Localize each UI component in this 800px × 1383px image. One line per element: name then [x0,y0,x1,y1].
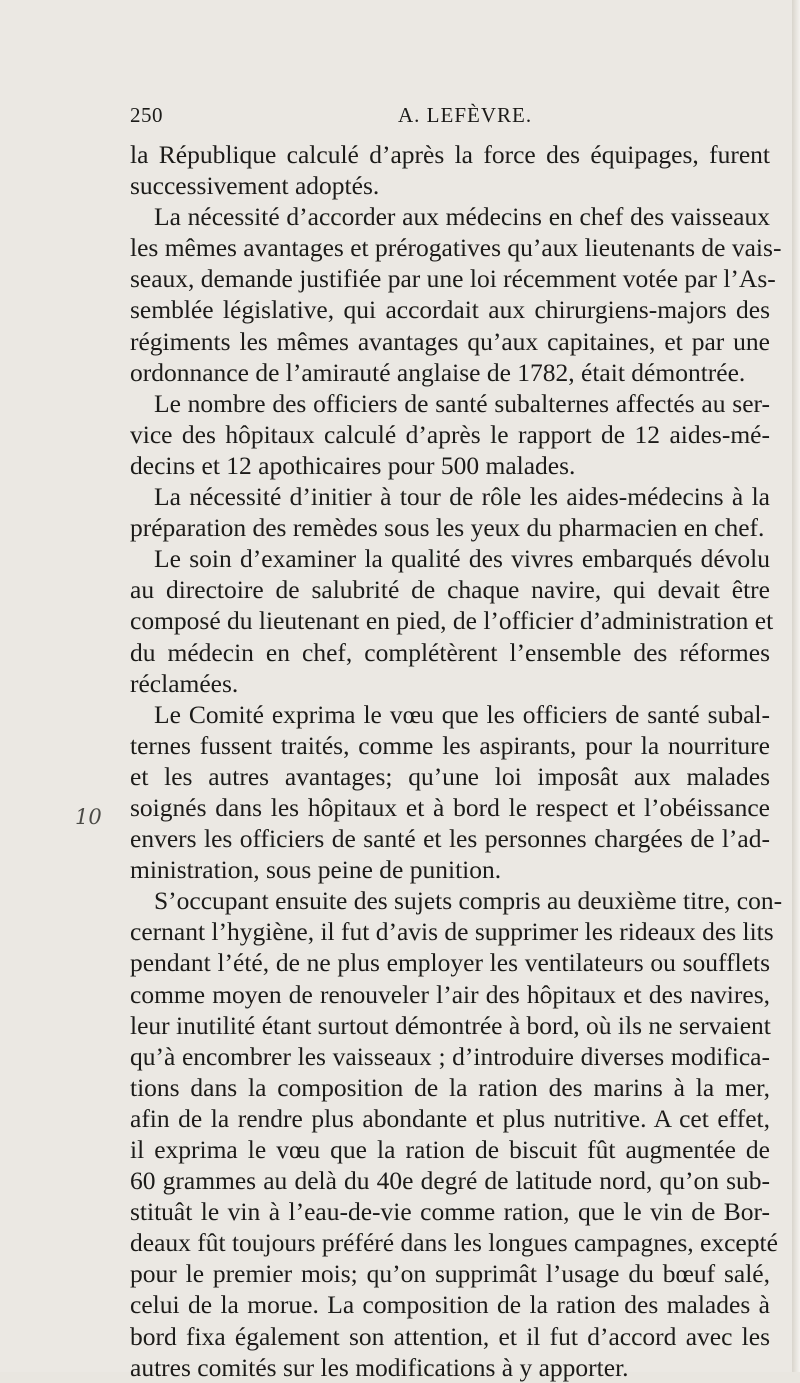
text-line: vice des hôpitaux calculé d’après le rapport de 12 aides-mé- [130,419,770,449]
text-line: pendant l’été, de ne plus employer les ventilateurs ou soufflets [130,948,770,978]
text-line: du médecin en chef, complétèrent l’ensemble des réformes [130,637,770,667]
text-line: bord fixa également son attention, et il fut d’accord avec les [130,1321,770,1351]
text-line: composé du lieutenant en pied, de l’officier d’administration et [130,606,774,636]
text-line: cernant l’hygiène, il fut d’avis de supprimer les rideaux des lits [130,917,774,947]
text-line: seaux, demande justifiée par une loi récemment votée par l’As- [130,264,776,294]
text-line: ternes fussent traités, comme les aspirants, pour la nourriture [130,730,770,760]
text-line: leur inutilité étant surtout démontrée à bord, où ils ne servaient [130,1010,771,1040]
running-head: A. LEFÈVRE. [398,103,533,127]
text-line: ministration, sous peine de punition. [130,855,502,885]
text-line: stituât le vin à l’eau-de-vie comme ration, que le vin de Bor- [130,1197,770,1227]
text-line: La nécessité d’accorder aux médecins en chef des vaisseaux [154,202,770,232]
text-line: les mêmes avantages et prérogatives qu’aux lieutenants de vais- [130,233,782,263]
margin-annotation: 10 [75,805,102,829]
text-line: La nécessité d’initier à tour de rôle les aides-médecins à la [154,482,770,512]
text-line: et les autres avantages; qu’une loi imposât aux malades [130,761,770,791]
page-header [130,103,770,133]
text-line: préparation des remèdes sous les yeux du pharmacien en chef. [130,513,765,543]
text-line: soignés dans les hôpitaux et à bord le respect et l’obéissance [130,792,770,822]
text-line: tions dans la composition de la ration des marins à la mer, [130,1072,770,1102]
text-line: envers les officiers de santé et les personnes chargées de l’ad- [130,824,770,854]
text-line: il exprima le vœu que la ration de biscuit fût augmentée de [130,1135,770,1164]
text-line: qu’à encombrer les vaisseaux ; d’introduire diverses modifica- [130,1041,770,1071]
text-line: régiments les mêmes avantages qu’aux capitaines, et par une [130,326,770,356]
text-line: ordonnance de l’amirauté anglaise de 1782, était démontrée. [130,357,746,387]
text-line: deaux fût toujours préféré dans les longues campagnes, excepté [130,1228,778,1258]
text-line: pour le premier mois; qu’on supprimât l’usage du bœuf salé, [130,1259,770,1289]
text-line: réclamées. [130,668,239,698]
text-line: celui de la morue. La composition de la ration des malades à [130,1290,770,1320]
text-line: Le Comité exprima le vœu que les officiers de santé subal- [154,699,770,729]
text-line: au directoire de salubrité de chaque navire, qui devait être [130,575,770,605]
text-line: semblée législative, qui accordait aux chirurgiens-majors des [130,295,770,325]
page-edge [792,0,800,1372]
text-line: comme moyen de renouveler l’air des hôpitaux et des navires, [130,979,770,1009]
text-line: successivement adoptés. [130,171,380,201]
page-number: 250 [130,103,163,127]
text-line: decins et 12 apothicaires pour 500 malades. [130,450,576,480]
text-line: Le soin d’examiner la qualité des vivres embarqués dévolu [154,544,770,574]
text-line: la République calculé d’après la force des équipages, furent [130,140,770,169]
text-line: Le nombre des officiers de santé subalternes affectés au ser- [154,388,770,418]
text-line: 60 grammes au delà du 40e degré de latitude nord, qu’on sub- [130,1166,770,1196]
text-line: afin de la rendre plus abondante et plus nutritive. A cet effet, [130,1103,770,1133]
text-line: autres comités sur les modifications à y apporter. [130,1352,629,1382]
text-line: S’occupant ensuite des sujets compris au deuxième titre, con- [154,886,783,916]
body-text [130,139,783,1383]
